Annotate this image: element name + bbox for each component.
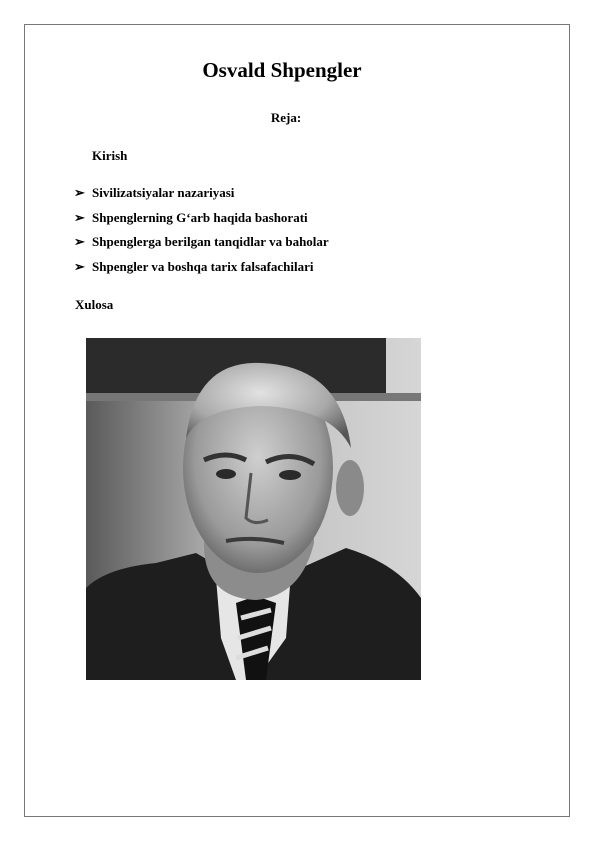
list-item bbox=[74, 210, 329, 235]
list-item bbox=[74, 259, 329, 284]
portrait-photo bbox=[86, 338, 421, 680]
list-item-label: Shpengler va boshqa tarix falsafachilari bbox=[92, 258, 314, 274]
plan-list bbox=[74, 185, 329, 283]
list-item-label: Shpenglerga berilgan tanqidlar va baholar bbox=[92, 234, 329, 249]
list-item bbox=[74, 185, 329, 210]
plan-heading: Reja: bbox=[270, 110, 302, 125]
list-item-label: Shpenglerning G‘arb haqida bashorati bbox=[92, 209, 308, 225]
conclusion-item: Xulosa bbox=[75, 297, 114, 312]
arrowhead-bullet-icon: ➢ bbox=[74, 209, 85, 225]
arrowhead-bullet-icon: ➢ bbox=[74, 185, 85, 200]
list-item-label: Sivilizatsiyalar nazariyasi bbox=[92, 185, 235, 200]
arrowhead-bullet-icon: ➢ bbox=[74, 258, 85, 274]
list-item bbox=[74, 234, 329, 259]
arrowhead-bullet-icon: ➢ bbox=[74, 234, 85, 249]
intro-item: Kirish bbox=[92, 148, 128, 163]
document-title: Osvald Shpengler bbox=[202, 58, 362, 82]
